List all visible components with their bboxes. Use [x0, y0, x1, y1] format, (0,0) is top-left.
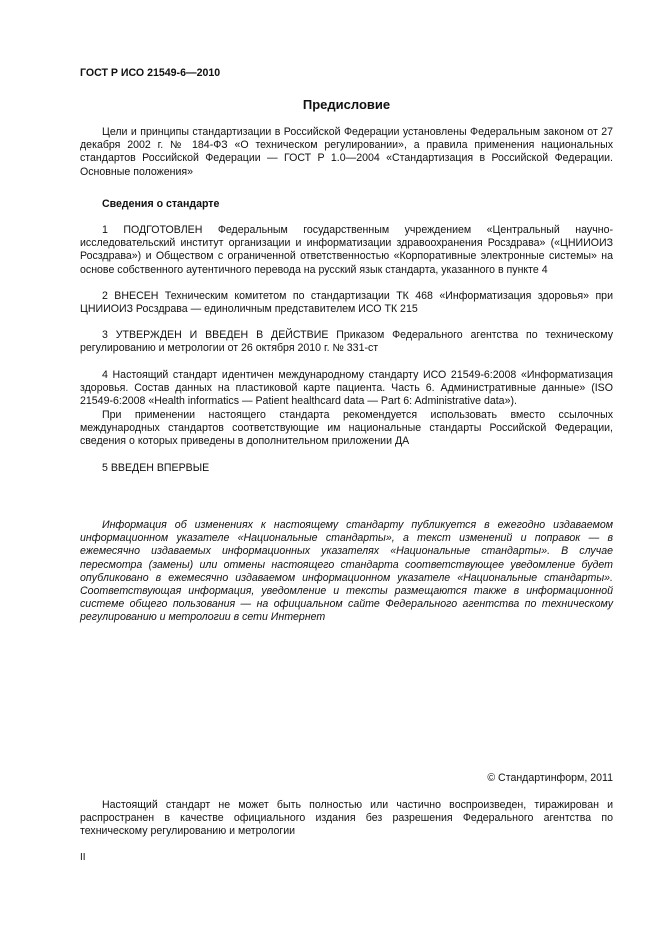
- item-1-paragraph: 1 ПОДГОТОВЛЕН Федеральным государственным учреждением «Центральный научно-исследовательский институт организации и информатизации здравоохранения Росздрава» («ЦНИИОИЗ Росздрава») и Обществом с ограниченной ответственностью «Корпоративные электронные системы» на основе собственного аутентичного перевода на русский язык стандарта, указанного в пункте 4: [80, 224, 613, 276]
- reproduction-notice-paragraph: Настоящий стандарт не может быть полностью или частично воспроизведен, тиражирован и распространен в качестве официального издания без разрешения Федерального агентства по техническому регулированию и метрологии: [80, 799, 613, 838]
- item-5-paragraph: 5 ВВЕДЕН ВПЕРВЫЕ: [102, 462, 210, 474]
- section-subheading: Сведения о стандарте: [102, 198, 220, 210]
- page-title: Предисловие: [302, 97, 391, 112]
- item-2-paragraph: 2 ВНЕСЕН Техническим комитетом по стандартизации ТК 468 «Информатизация здоровья» при ЦНИИОИЗ Росздрава — единоличным представителем ИСО ТК 215: [80, 290, 613, 316]
- document-id-header: ГОСТ Р ИСО 21549-6—2010: [80, 67, 221, 79]
- item-4-note-paragraph: При применении настоящего стандарта рекомендуется использовать вместо ссылочных международных стандартов соответствующие им национальные стандарты Российской Федерации, сведения о которых приведены в дополнительном приложении ДА: [80, 409, 613, 448]
- info-notice-paragraph: Информация об изменениях к настоящему стандарту публикуется в ежегодно издаваемом информационном указателе «Национальные стандарты», а текст изменений и поправок — в ежемесячно издаваемых информационных указателях «Национальные стандарты». В случае пересмотра (замены) или отмены настоящего стандарта соответствующее уведомление будет опубликовано в ежемесячно издаваемом информационном указателе «Национальные стандарты». Соответствующая информация, уведомление и тексты размещаются также в информационной системе общего пользования — на официальном сайте Федерального агентства по техническому регулированию и метрологии в сети Интернет: [80, 519, 613, 624]
- intro-paragraph: Цели и принципы стандартизации в Российской Федерации установлены Федеральным законом от 27 декабря 2002 г. № 184-ФЗ «О техническом регулировании», а правила применения национальных стандартов Российской Федерации — ГОСТ Р 1.0—2004 «Стандартизация в Российской Федерации. Основные положения»: [80, 126, 613, 178]
- item-4-paragraph: 4 Настоящий стандарт идентичен международному стандарту ИСО 21549-6:2008 «Информатизация здоровья. Состав данных на пластиковой карте пациента. Часть 6. Административные данные» (ISO 21549-6:2008 «Health informatics — Patient healthcard data — Part 6: Administrative data»).: [80, 369, 613, 408]
- page-number: II: [80, 852, 86, 863]
- item-3-paragraph: 3 УТВЕРЖДЕН И ВВЕДЕН В ДЕЙСТВИЕ Приказом Федерального агентства по техническому регулированию и метрологии от 26 октября 2010 г. № 331-ст: [80, 329, 613, 355]
- copyright-line: © Стандартинформ, 2011: [487, 772, 613, 784]
